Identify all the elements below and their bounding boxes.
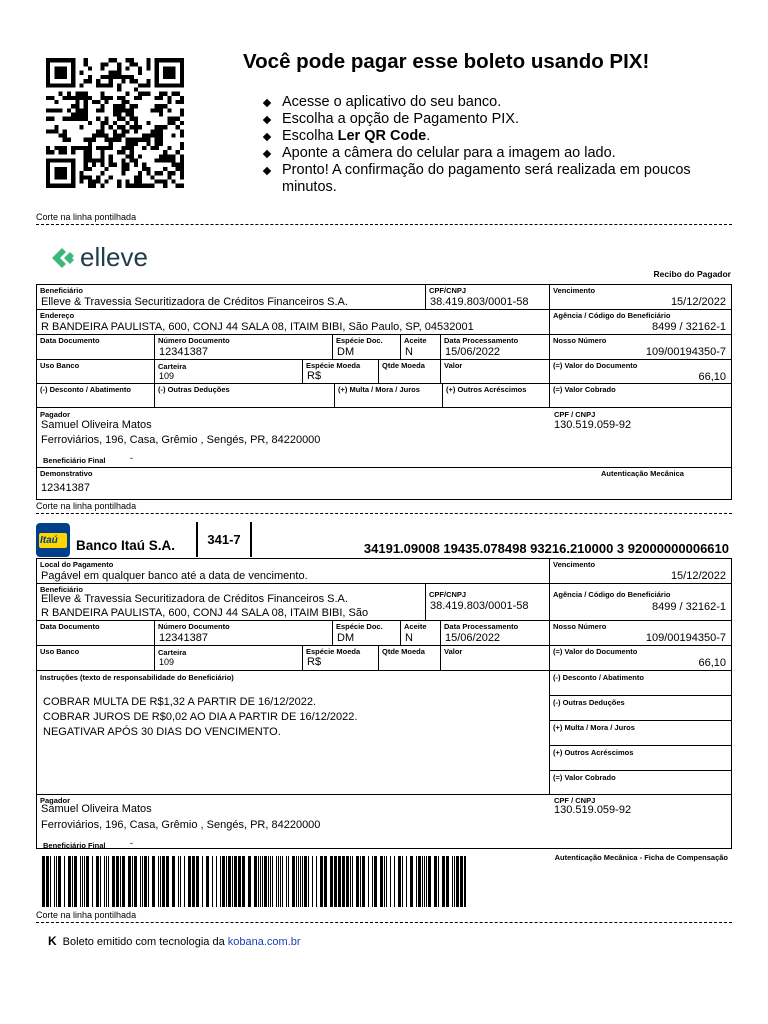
label: Endereço: [40, 311, 75, 320]
ficha-multa-cell: [550, 721, 731, 746]
recibo-agencia-cell: [550, 310, 731, 335]
ficha-outras-deducoes-cell: [550, 696, 731, 721]
recibo-desconto-cell: [37, 384, 155, 408]
label: Autenticação Mecânica: [601, 469, 684, 478]
label: Data Documento: [40, 622, 100, 631]
label: Vencimento: [553, 286, 596, 295]
instrucao-line: COBRAR MULTA DE R$1,32 A PARTIR DE 16/12/2022.: [43, 696, 317, 708]
recibo-numero-documento-cell: [155, 335, 333, 360]
label: CPF/CNPJ: [429, 590, 467, 599]
label: (=) Valor do Documento: [553, 361, 638, 370]
ficha-instrucoes-cell: [37, 671, 550, 795]
pagador-endereco: Ferroviários, 196, Casa, Grêmio , Sengés, PR, 84220000: [41, 434, 321, 446]
label: Agência / Código do Beneficiário: [553, 311, 671, 320]
ficha-nosso-numero-cell: [550, 621, 731, 646]
data-processamento-value: 15/06/2022: [445, 632, 501, 644]
vencimento-value: 15/12/2022: [670, 570, 726, 582]
cut-label: Corte na linha pontilhada: [36, 212, 137, 222]
pagador-endereco: Ferroviários, 196, Casa, Grêmio , Sengés, PR, 84220000: [41, 819, 321, 831]
beneficiario-final-value: -: [130, 838, 133, 848]
recibo-valor-cell: [441, 360, 550, 384]
ficha-especie-doc-cell: [333, 621, 401, 646]
label: (+) Outros Acréscimos: [553, 748, 634, 757]
label: (-) Outras Deduções: [553, 698, 625, 707]
especie-doc-value: DM: [337, 346, 355, 358]
pagador-nome: Samuel Oliveira Matos: [41, 419, 152, 431]
ficha-valor-cobrado-cell: [550, 771, 731, 795]
ficha-uso-banco-cell: [37, 646, 155, 671]
itau-logo: Itaú: [36, 523, 70, 557]
bullet-icon: [263, 167, 271, 175]
pix-step: Pronto! A confirmação do pagamento será realizada em poucos minutos.: [264, 162, 734, 196]
beneficiario-value: Elleve & Travessia Securitizadora de Créditos Financeiros S.A.: [41, 593, 348, 605]
label: (+) Outros Acréscimos: [446, 385, 527, 394]
ficha-local-pagamento-cell: [37, 559, 550, 584]
elleve-logo: [50, 242, 162, 272]
pix-instructions: [264, 94, 734, 196]
label: (=) Valor Cobrado: [553, 773, 616, 782]
label: Número Documento: [158, 336, 230, 345]
aceite-value: N: [405, 632, 413, 644]
carteira-value: 109: [159, 371, 175, 381]
barcode: [42, 856, 466, 907]
pagador-cpf: 130.519.059-92: [554, 804, 632, 816]
agencia-value: 8499 / 32162-1: [651, 601, 726, 613]
recibo-valor-documento-cell: [550, 360, 731, 384]
bank-name: Banco Itaú S.A.: [76, 538, 176, 553]
label: CPF / CNPJ: [554, 410, 596, 419]
ficha-especie-moeda-cell: [303, 646, 379, 671]
nosso-numero-value: 109/00194350-7: [645, 346, 726, 358]
ficha-data-processamento-cell: [441, 621, 550, 646]
label: Qtde Moeda: [382, 647, 425, 656]
ficha-pagador-cell: [37, 795, 731, 848]
instrucao-line: COBRAR JUROS DE R$0,02 AO DIA A PARTIR DE 16/12/2022.: [43, 711, 358, 723]
pagador-nome: Samuel Oliveira Matos: [41, 803, 152, 815]
recibo-uso-banco-cell: [37, 360, 155, 384]
label: Espécie Moeda: [306, 361, 361, 370]
recibo-data-documento-cell: [37, 335, 155, 360]
label: Data Documento: [40, 336, 100, 345]
numero-documento-value: 12341387: [159, 346, 208, 358]
especie-moeda-value: R$: [307, 656, 322, 668]
recibo-especie-doc-cell: [333, 335, 401, 360]
recibo-aceite-cell: [401, 335, 441, 360]
linha-digitavel: 34191.09008 19435.078498 93216.210000 3 92000000006610: [363, 541, 729, 556]
recibo-vencimento-cell: [550, 285, 731, 310]
footer: [48, 934, 301, 948]
label: (-) Desconto / Abatimento: [553, 673, 644, 682]
kobana-icon: K: [48, 934, 57, 948]
label: Nosso Número: [553, 622, 607, 631]
svg-text:elleve: elleve: [80, 242, 148, 272]
label: CPF / CNPJ: [554, 796, 596, 805]
label: Número Documento: [158, 622, 230, 631]
recibo-demonstrativo-cell: [37, 468, 731, 499]
autenticacao-ficha-label: Autenticação Mecânica - Ficha de Compensação: [554, 853, 728, 862]
label: Aceite: [404, 622, 427, 631]
data-processamento-value: 15/06/2022: [445, 346, 501, 358]
ficha-numero-documento-cell: [155, 621, 333, 646]
label: Valor: [444, 361, 463, 370]
label: (=) Valor do Documento: [553, 647, 638, 656]
cnpj-value: 38.419.803/0001-58: [430, 296, 529, 308]
label: Beneficiário Final: [43, 456, 106, 465]
vencimento-value: 15/12/2022: [670, 296, 726, 308]
recibo-especie-moeda-cell: [303, 360, 379, 384]
footer-text: Boleto emitido com tecnologia da: [62, 936, 228, 948]
recibo-data-processamento-cell: [441, 335, 550, 360]
beneficiario-value: Elleve & Travessia Securitizadora de Créditos Financeiros S.A.: [41, 296, 348, 308]
pix-step: Aponte a câmera do celular para a imagem ao lado.: [264, 145, 734, 162]
pix-step: Escolha Ler QR Code.: [264, 128, 734, 145]
cut-line: [36, 224, 732, 225]
recibo-qtde-moeda-cell: [379, 360, 441, 384]
label: Espécie Doc.: [336, 336, 383, 345]
recibo-valor-cobrado-cell: [550, 384, 731, 408]
label: Instruções (texto de responsabilidade do Beneficiário): [40, 673, 234, 682]
ficha-data-documento-cell: [37, 621, 155, 646]
recibo-outros-acrescimos-cell: [443, 384, 550, 408]
pix-qr-code: [46, 58, 184, 188]
label: Beneficiário: [40, 585, 83, 594]
especie-moeda-value: R$: [307, 370, 322, 382]
bullet-icon: [263, 116, 271, 124]
label: Espécie Moeda: [306, 647, 361, 656]
ficha-vencimento-cell: [550, 559, 731, 584]
aceite-value: N: [405, 346, 413, 358]
label: Qtde Moeda: [382, 361, 425, 370]
label: Agência / Código do Beneficiário: [553, 590, 671, 599]
beneficiario-final-value: -: [130, 453, 133, 463]
label: Uso Banco: [40, 647, 80, 656]
recibo-beneficiario-cell: [37, 285, 426, 310]
cnpj-value: 38.419.803/0001-58: [430, 600, 529, 612]
label: Beneficiário: [40, 286, 83, 295]
numero-documento-value: 12341387: [159, 632, 208, 644]
ficha-valor-cell: [441, 646, 550, 671]
label: (-) Outras Deduções: [158, 385, 230, 394]
label: Aceite: [404, 336, 427, 345]
instrucao-line: NEGATIVAR APÓS 30 DIAS DO VENCIMENTO.: [43, 726, 281, 738]
ficha-aceite-cell: [401, 621, 441, 646]
pix-title: Você pode pagar esse boleto usando PIX!: [243, 50, 650, 73]
label: Carteira: [158, 648, 187, 657]
local-pagamento-value: Pagável em qualquer banco até a data de vencimento.: [41, 570, 308, 582]
label: Data Processamento: [444, 336, 519, 345]
label: Demonstrativo: [40, 469, 93, 478]
cut-line: [36, 513, 732, 514]
ficha-beneficiario-cell: [37, 584, 426, 621]
endereco-value: R BANDEIRA PAULISTA, 600, CONJ 44 SALA 08, ITAIM BIBI, São Paulo, SP, 04532001: [41, 321, 474, 333]
label: Pagador: [40, 796, 71, 805]
label: Local do Pagamento: [40, 560, 114, 569]
ficha-carteira-cell: [155, 646, 303, 671]
endereco-value: R BANDEIRA PAULISTA, 600, CONJ 44 SALA 08, ITAIM BIBI, São: [41, 607, 369, 619]
label: (-) Desconto / Abatimento: [40, 385, 131, 394]
valor-documento-value: 66,10: [698, 657, 726, 669]
pix-step: Acesse o aplicativo do seu banco.: [264, 94, 734, 111]
bullet-icon: [263, 150, 271, 158]
recibo-carteira-cell: [155, 360, 303, 384]
ficha-agencia-cell: [550, 584, 731, 621]
recibo-outras-deducoes-cell: [155, 384, 335, 408]
ficha-qtde-moeda-cell: [379, 646, 441, 671]
bank-code: 341-7: [196, 522, 252, 557]
pix-step: Escolha a opção de Pagamento PIX.: [264, 111, 734, 128]
recibo-nosso-numero-cell: [550, 335, 731, 360]
label: Data Processamento: [444, 622, 519, 631]
bullet-icon: [263, 133, 271, 141]
label: Valor: [444, 647, 463, 656]
ficha-valor-documento-cell: [550, 646, 731, 671]
ficha-cnpj-cell: [426, 584, 550, 621]
ficha-desconto-cell: [550, 671, 731, 696]
label: Vencimento: [553, 560, 596, 569]
carteira-value: 109: [159, 657, 175, 667]
valor-documento-value: 66,10: [698, 371, 726, 383]
ficha-outros-acrescimos-cell: [550, 746, 731, 771]
label: Espécie Doc.: [336, 622, 383, 631]
especie-doc-value: DM: [337, 632, 355, 644]
label: (+) Multa / Mora / Juros: [553, 723, 635, 732]
label: (+) Multa / Mora / Juros: [338, 385, 420, 394]
label: Carteira: [158, 362, 187, 371]
label: Pagador: [40, 410, 71, 419]
pagador-cpf: 130.519.059-92: [554, 419, 632, 431]
recibo-cnpj-cell: [426, 285, 550, 310]
cut-line: [36, 922, 732, 923]
demonstrativo-value: 12341387: [41, 482, 90, 494]
recibo-title: Recibo do Pagador: [653, 269, 731, 279]
instrucoes-text: [43, 695, 357, 740]
cut-label: Corte na linha pontilhada: [36, 910, 137, 920]
label: Nosso Número: [553, 336, 607, 345]
recibo-multa-cell: [335, 384, 443, 408]
recibo-box: [36, 284, 732, 500]
ficha-box: [36, 558, 732, 849]
label: (=) Valor Cobrado: [553, 385, 616, 394]
recibo-endereco-cell: [37, 310, 550, 335]
label: Beneficiário Final: [43, 841, 106, 848]
label: Uso Banco: [40, 361, 80, 370]
agencia-value: 8499 / 32162-1: [651, 321, 726, 333]
recibo-pagador-cell: [37, 408, 731, 468]
cut-label: Corte na linha pontilhada: [36, 501, 137, 511]
nosso-numero-value: 109/00194350-7: [645, 632, 726, 644]
bullet-icon: [263, 99, 271, 107]
label: CPF/CNPJ: [429, 286, 467, 295]
kobana-link[interactable]: kobana.com.br: [227, 936, 301, 948]
